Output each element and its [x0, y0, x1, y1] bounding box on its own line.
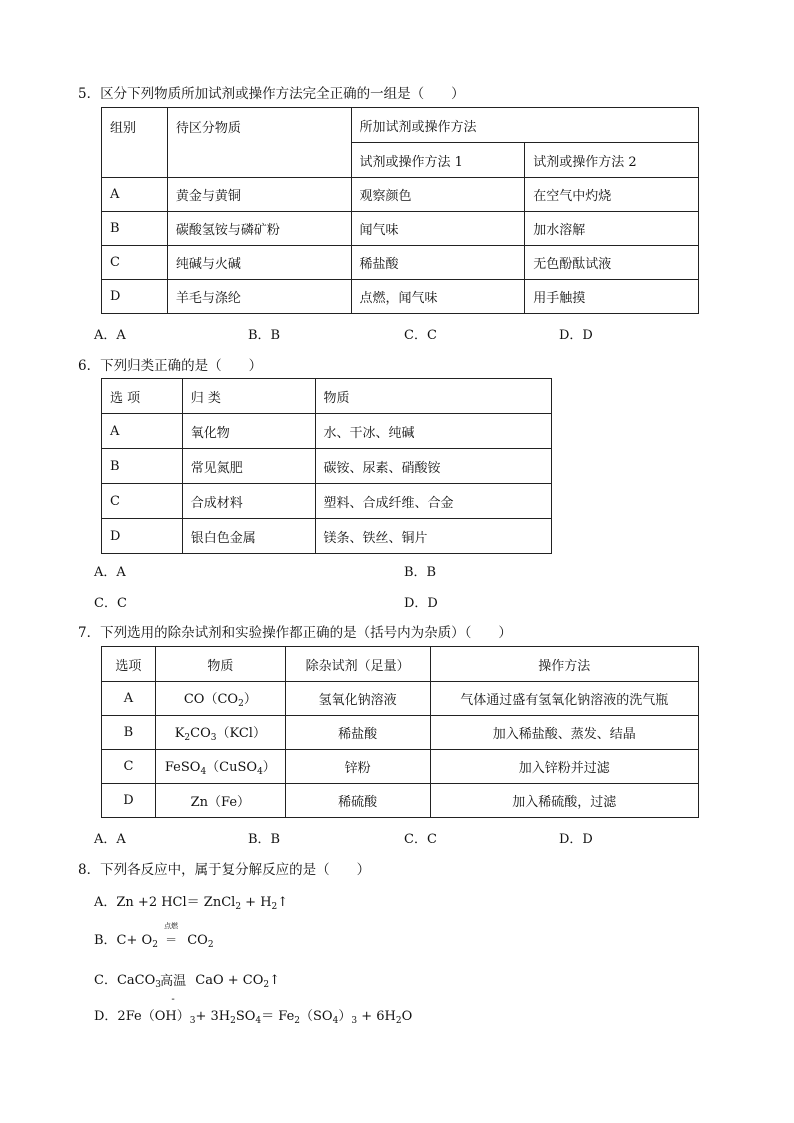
table-row [102, 212, 699, 246]
header-method-1: 试剂或操作方法 1 [351, 143, 525, 178]
cell-category: 氧化物 [182, 414, 315, 449]
cell-substance: 黄金与黄铜 [167, 178, 351, 212]
cell-substance: FeSO$_4$（CuSO$_4$） [155, 750, 285, 784]
cell-substance: 羊毛与涤纶 [167, 280, 351, 314]
cell-substance: 塑料、合成纤维、合金 [315, 484, 552, 519]
cell-method-2: 加水溶解 [525, 212, 699, 246]
cell-method-2: 无色酚酞试液 [525, 246, 699, 280]
table-row [102, 280, 699, 314]
option-d[interactable]: D．D [559, 832, 593, 847]
cell-option: D [102, 784, 156, 818]
table-row [102, 449, 552, 484]
cell-method-1: 观察颜色 [351, 178, 525, 212]
cell-substance: Zn（Fe） [155, 784, 285, 818]
cell-category: 常见氮肥 [182, 449, 315, 484]
cell-group: D [102, 280, 168, 314]
option-c-equation[interactable]: C．CaCO$_3$ 高温 - CaO + $CO_2↑$ [94, 973, 281, 1005]
table-row [102, 108, 699, 143]
table-row [102, 647, 699, 682]
cell-substance: 碳酸氢铵与磷矿粉 [167, 212, 351, 246]
cell-option: D [102, 519, 183, 554]
cell-group: A [102, 178, 168, 212]
question-6-table [101, 378, 552, 554]
cell-category: 银白色金属 [182, 519, 315, 554]
cell-method-1: 稀盐酸 [351, 246, 525, 280]
cell-substance: 纯碱与火碱 [167, 246, 351, 280]
cell-method-1: 闻气味 [351, 212, 525, 246]
table-row [102, 784, 699, 818]
option-d-equation[interactable]: D．$2Fe(OH)_3+ 3H_2SO_4= Fe_2(SO_4)_3 + 6H_2O$ [94, 1009, 413, 1026]
option-a[interactable]: A．A [94, 832, 126, 847]
cell-substance: 碳铵、尿素、硝酸铵 [315, 449, 552, 484]
option-a[interactable]: A．A [94, 565, 126, 580]
cell-option: A [102, 682, 156, 716]
cell-substance: 镁条、铁丝、铜片 [315, 519, 552, 554]
cell-reagent: 稀盐酸 [285, 716, 430, 750]
option-c[interactable]: C．C [404, 832, 437, 847]
option-b-equation[interactable]: B．$C+ O_2$ 点燃 ＝ $CO_2$ [94, 922, 214, 950]
option-b[interactable]: B．B [404, 565, 437, 580]
cell-reagent: 稀硫酸 [285, 784, 430, 818]
question-7-title: 7．下列选用的除杂试剂和实验操作都正确的是（括号内为杂质）（ ） [78, 625, 512, 641]
table-row [102, 178, 699, 212]
cell-substance: 水、干冰、纯碱 [315, 414, 552, 449]
option-d[interactable]: D．D [404, 596, 438, 611]
cell-group: C [102, 246, 168, 280]
cell-substance: $CO(CO_2)$ [155, 682, 285, 716]
cell-group: B [102, 212, 168, 246]
header-option: 选项 [102, 647, 156, 682]
cell-option: C [102, 484, 183, 519]
header-option: 选 项 [102, 379, 183, 414]
cell-option: B [102, 716, 156, 750]
table-row [102, 246, 699, 280]
question-7-table [101, 646, 699, 818]
cell-option: A [102, 414, 183, 449]
cell-method-2: 用手触摸 [525, 280, 699, 314]
header-group: 组别 [102, 108, 168, 178]
question-5-table [101, 107, 699, 314]
header-substance: 物质 [315, 379, 552, 414]
cell-option: B [102, 449, 183, 484]
header-substance: 待区分物质 [167, 108, 351, 178]
header-method: 操作方法 [430, 647, 698, 682]
question-8-title: 8．下列各反应中，属于复分解反应的是（ ） [78, 862, 371, 878]
cell-method-2: 在空气中灼烧 [525, 178, 699, 212]
header-method-2: 试剂或操作方法 2 [525, 143, 699, 178]
table-row [102, 750, 699, 784]
question-6-title: 6．下列归类正确的是（ ） [78, 358, 263, 374]
table-row [102, 379, 552, 414]
header-method: 所加试剂或操作方法 [351, 108, 698, 143]
table-row [102, 682, 699, 716]
option-b[interactable]: B．B [248, 328, 281, 343]
cell-option: C [102, 750, 156, 784]
cell-category: 合成材料 [182, 484, 315, 519]
cell-method: 气体通过盛有氢氧化钠溶液的洗气瓶 [430, 682, 698, 716]
option-a-equation[interactable]: A．Zn +2 HCl＝ ZnCl$_2$ + $H_2↑$ [94, 895, 289, 912]
table-row [102, 519, 552, 554]
option-c[interactable]: C．C [404, 328, 437, 343]
reaction-condition: 点燃 ＝ [164, 922, 179, 947]
table-row [102, 716, 699, 750]
header-reagent: 除杂试剂（足量） [285, 647, 430, 682]
cell-substance: $K_2CO_3(KCl)$ [155, 716, 285, 750]
cell-method: 加入稀盐酸、蒸发、结晶 [430, 716, 698, 750]
option-c[interactable]: C．C [94, 596, 127, 611]
cell-reagent: 锌粉 [285, 750, 430, 784]
table-row [102, 484, 552, 519]
option-a[interactable]: A．A [94, 328, 126, 343]
cell-method: 加入稀硫酸，过滤 [430, 784, 698, 818]
header-substance: 物质 [155, 647, 285, 682]
cell-method: 加入锌粉并过滤 [430, 750, 698, 784]
cell-method-1: 点燃，闻气味 [351, 280, 525, 314]
cell-reagent: 氢氧化钠溶液 [285, 682, 430, 716]
option-b[interactable]: B．B [248, 832, 281, 847]
header-category: 归 类 [182, 379, 315, 414]
question-5-title: 5．区分下列物质所加试剂或操作方法完全正确的一组是（ ） [78, 86, 465, 102]
table-row [102, 414, 552, 449]
option-d[interactable]: D．D [559, 328, 593, 343]
